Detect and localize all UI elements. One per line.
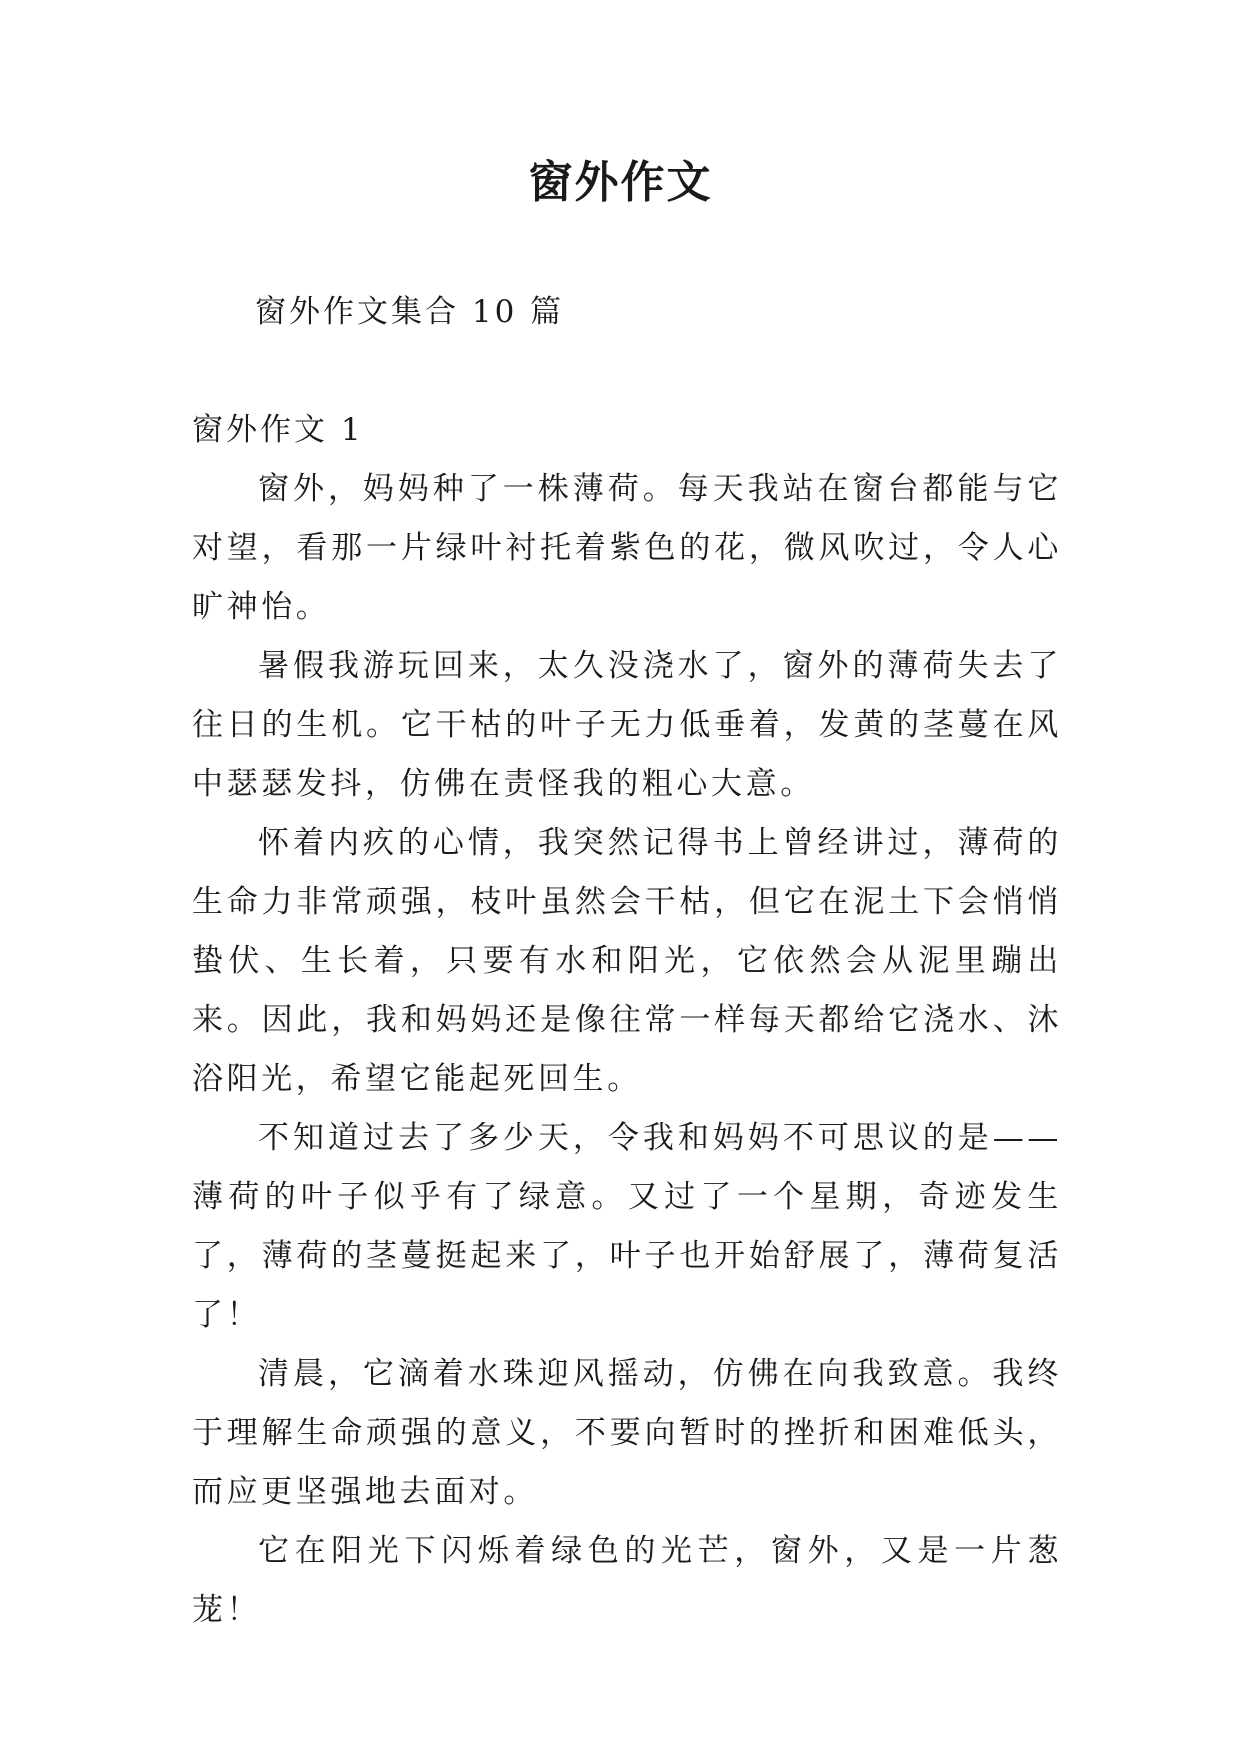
section-heading: 窗外作文 1 [192,412,364,448]
paragraph: 不知道过去了多少天，令我和妈妈不可思议的是——薄荷的叶子似乎有了绿意。又过了一个星期，奇迹发生了，薄荷的茎蔓挺起来了，叶子也开始舒展了，薄荷复活了！ [192,1120,1062,1333]
paragraph: 清晨，它滴着水珠迎风摇动，仿佛在向我致意。我终于理解生命顽强的意义，不要向暂时的挫折和困难低头，而应更坚强地去面对。 [192,1356,1062,1510]
paragraph: 窗外，妈妈种了一株薄荷。每天我站在窗台都能与它对望，看那一片绿叶衬托着紫色的花，微风吹过，令人心旷神怡。 [192,471,1062,625]
article-body [192,460,1062,1640]
paragraph: 怀着内疚的心情，我突然记得书上曾经讲过，薄荷的生命力非常顽强，枝叶虽然会干枯，但它在泥土下会悄悄蛰伏、生长着，只要有水和阳光，它依然会从泥里蹦出来。因此，我和妈妈还是像往常一样每天都给它浇水、沐浴阳光，希望它能起死回生。 [192,825,1062,1097]
document-subtitle: 窗外作文集合 10 篇 [255,294,565,330]
paragraph: 暑假我游玩回来，太久没浇水了，窗外的薄荷失去了往日的生机。它干枯的叶子无力低垂着，发黄的茎蔓在风中瑟瑟发抖，仿佛在责怪我的粗心大意。 [192,648,1062,802]
document-title: 窗外作文 [528,157,713,208]
paragraph: 它在阳光下闪烁着绿色的光芒，窗外，又是一片葱茏！ [192,1533,1062,1628]
